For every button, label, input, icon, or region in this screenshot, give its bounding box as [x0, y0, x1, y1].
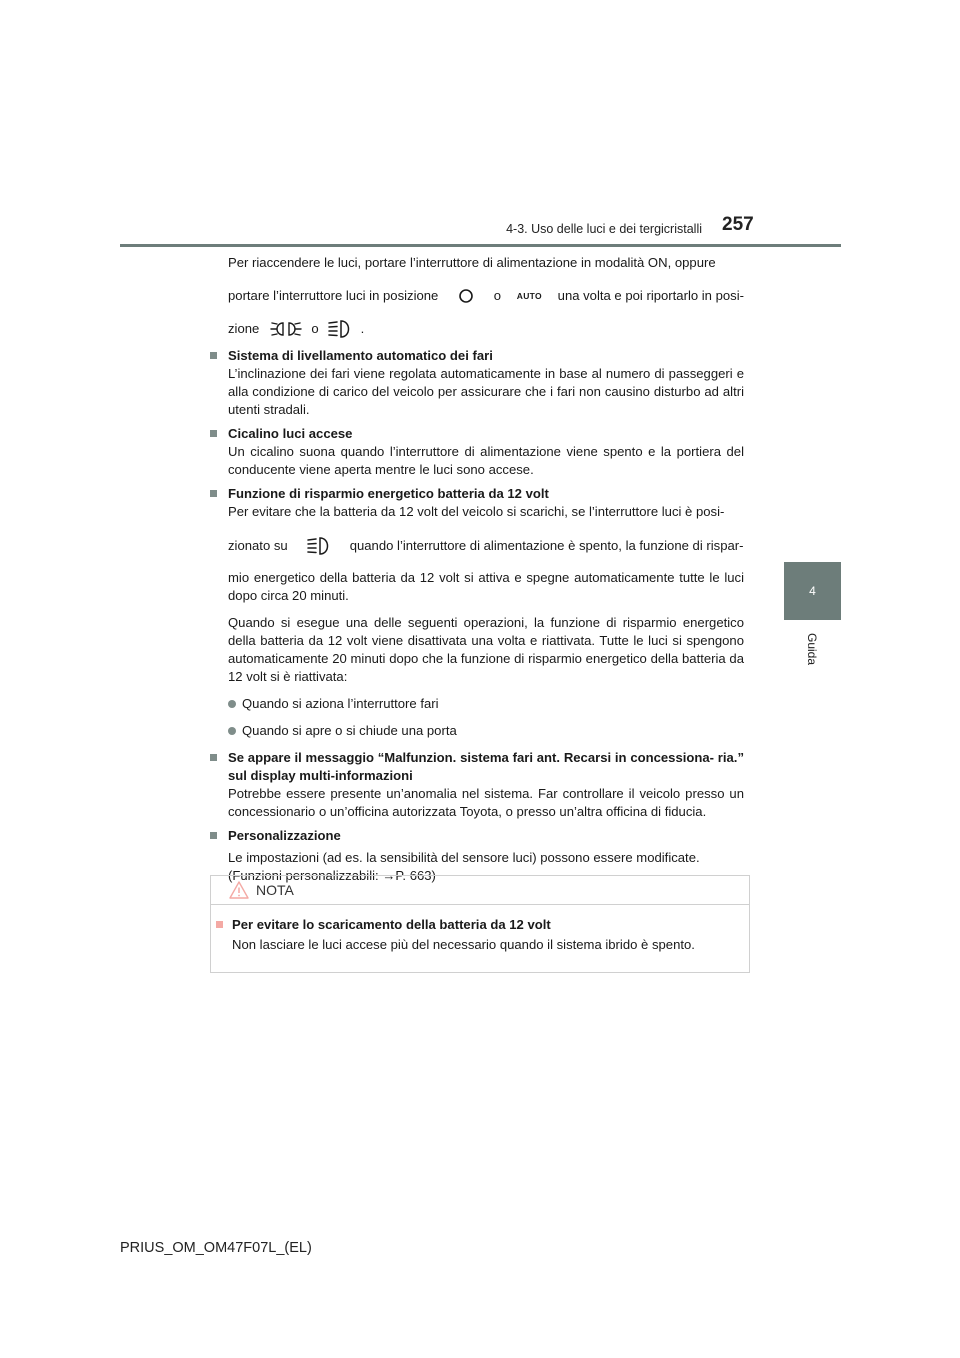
- section-text: (Funzioni personalizzabili: →P. 663): [228, 868, 436, 883]
- nota-header: [211, 876, 749, 905]
- intro-line-2: [228, 287, 744, 305]
- section-heading: Cicalino luci accese: [210, 425, 744, 443]
- header-rule: [120, 244, 841, 247]
- warning-triangle-icon: [228, 880, 250, 900]
- section-body: [210, 503, 744, 686]
- square-bullet-icon: [210, 430, 217, 437]
- chapter-label-box: [784, 620, 841, 678]
- chapter-tab: [784, 562, 841, 620]
- light-off-icon: [454, 287, 478, 305]
- footer-doc-id: PRIUS_OM_OM47F07L_(EL): [120, 1240, 312, 1256]
- section-text: Potrebbe essere presente un’anomalia nel sistema. Far controllare il veicolo presso un concessionario o un’officina autorizzata Toyota, o presso un’altra officina di fiducia.: [228, 786, 744, 819]
- intro-text: una volta e poi riportarlo in posi-: [557, 288, 744, 303]
- intro-text: zione: [228, 321, 260, 336]
- section-line-with-icon: zionato su quando l’interruttore di alimentazione è spento, la funzione di rispar-: [228, 537, 744, 555]
- section-text: Un cicalino suona quando l’interruttore di alimentazione viene spento e la portiera del conducente viene aperta mentre le luci sono accese.: [228, 444, 744, 477]
- nota-body: [211, 905, 749, 954]
- auto-icon: AUTO: [516, 291, 542, 301]
- page-content: [210, 254, 744, 885]
- section-text: mio energetico della batteria da 12 volt si attiva e spegne automaticamente tutte le luci dopo circa 20 minuti.: [228, 570, 744, 603]
- intro-line-3: [228, 320, 744, 338]
- intro-line-1: Per riaccendere le luci, portare l’interruttore di alimentazione in modalità ON, oppure: [228, 255, 716, 270]
- list-item: Quando si aziona l’interruttore fari: [210, 695, 744, 713]
- tail-lights-icon: [269, 320, 303, 338]
- intro-text: portare l’interruttore luci in posizione: [228, 288, 439, 303]
- header-section-title: 4-3. Uso delle luci e dei tergicristalli: [506, 222, 702, 236]
- headlight-icon: [327, 319, 355, 339]
- section-text: Le impostazioni (ad es. la sensibilità del sensore luci) possono essere modificate.: [228, 850, 700, 865]
- bullet-icon: [228, 727, 236, 735]
- intro-or: o: [493, 288, 502, 303]
- section-heading: Funzione di risparmio energetico batteria da 12 volt: [210, 485, 744, 503]
- square-bullet-icon: [216, 921, 223, 928]
- intro-block: [210, 254, 744, 338]
- section-text: Per evitare che la batteria da 12 volt del veicolo si scarichi, se l’interruttore luci è posi-: [228, 504, 725, 519]
- square-bullet-icon: [210, 832, 217, 839]
- chapter-number: 4: [809, 584, 816, 598]
- square-bullet-icon: [210, 352, 217, 359]
- bullet-icon: [228, 700, 236, 708]
- section-text: L’inclinazione dei fari viene regolata automaticamente in base al numero di passeggeri e alla condizione di carico del veicolo per assicurare che i fari non causino disturbo ad altri utenti stradali.: [228, 366, 744, 417]
- page-number: 257: [722, 214, 754, 235]
- section-heading: Se appare il messaggio “Malfunzion. sistema fari ant. Recarsi in concessiona- ria.” sul display multi-informazioni: [210, 749, 744, 785]
- section-heading: Personalizzazione: [210, 827, 744, 845]
- chapter-label: Guida: [805, 632, 820, 666]
- nota-text: Non lasciare le luci accese più del necessario quando il sistema ibrido è spento.: [232, 937, 695, 952]
- square-bullet-icon: [210, 754, 217, 761]
- nota-box: [210, 875, 750, 973]
- intro-text: .: [360, 321, 365, 336]
- section-heading: Sistema di livellamento automatico dei fari: [210, 347, 744, 365]
- headlight-icon: [306, 536, 334, 556]
- section-text: Quando si esegue una delle seguenti operazioni, la funzione di risparmio energetico della batteria da 12 volt viene disattivata una volta e riattivata. Tutte le luci si spengono automaticamente 20 minuti dopo che la funzione di risparmio energetico della batteria da 12 volt si è riattivata:: [228, 615, 744, 684]
- square-bullet-icon: [210, 490, 217, 497]
- intro-or: o: [311, 321, 319, 336]
- nota-label: NOTA: [256, 882, 294, 898]
- nota-heading: Per evitare lo scaricamento della batteria da 12 volt: [216, 916, 749, 934]
- list-item: Quando si apre o si chiude una porta: [210, 722, 744, 740]
